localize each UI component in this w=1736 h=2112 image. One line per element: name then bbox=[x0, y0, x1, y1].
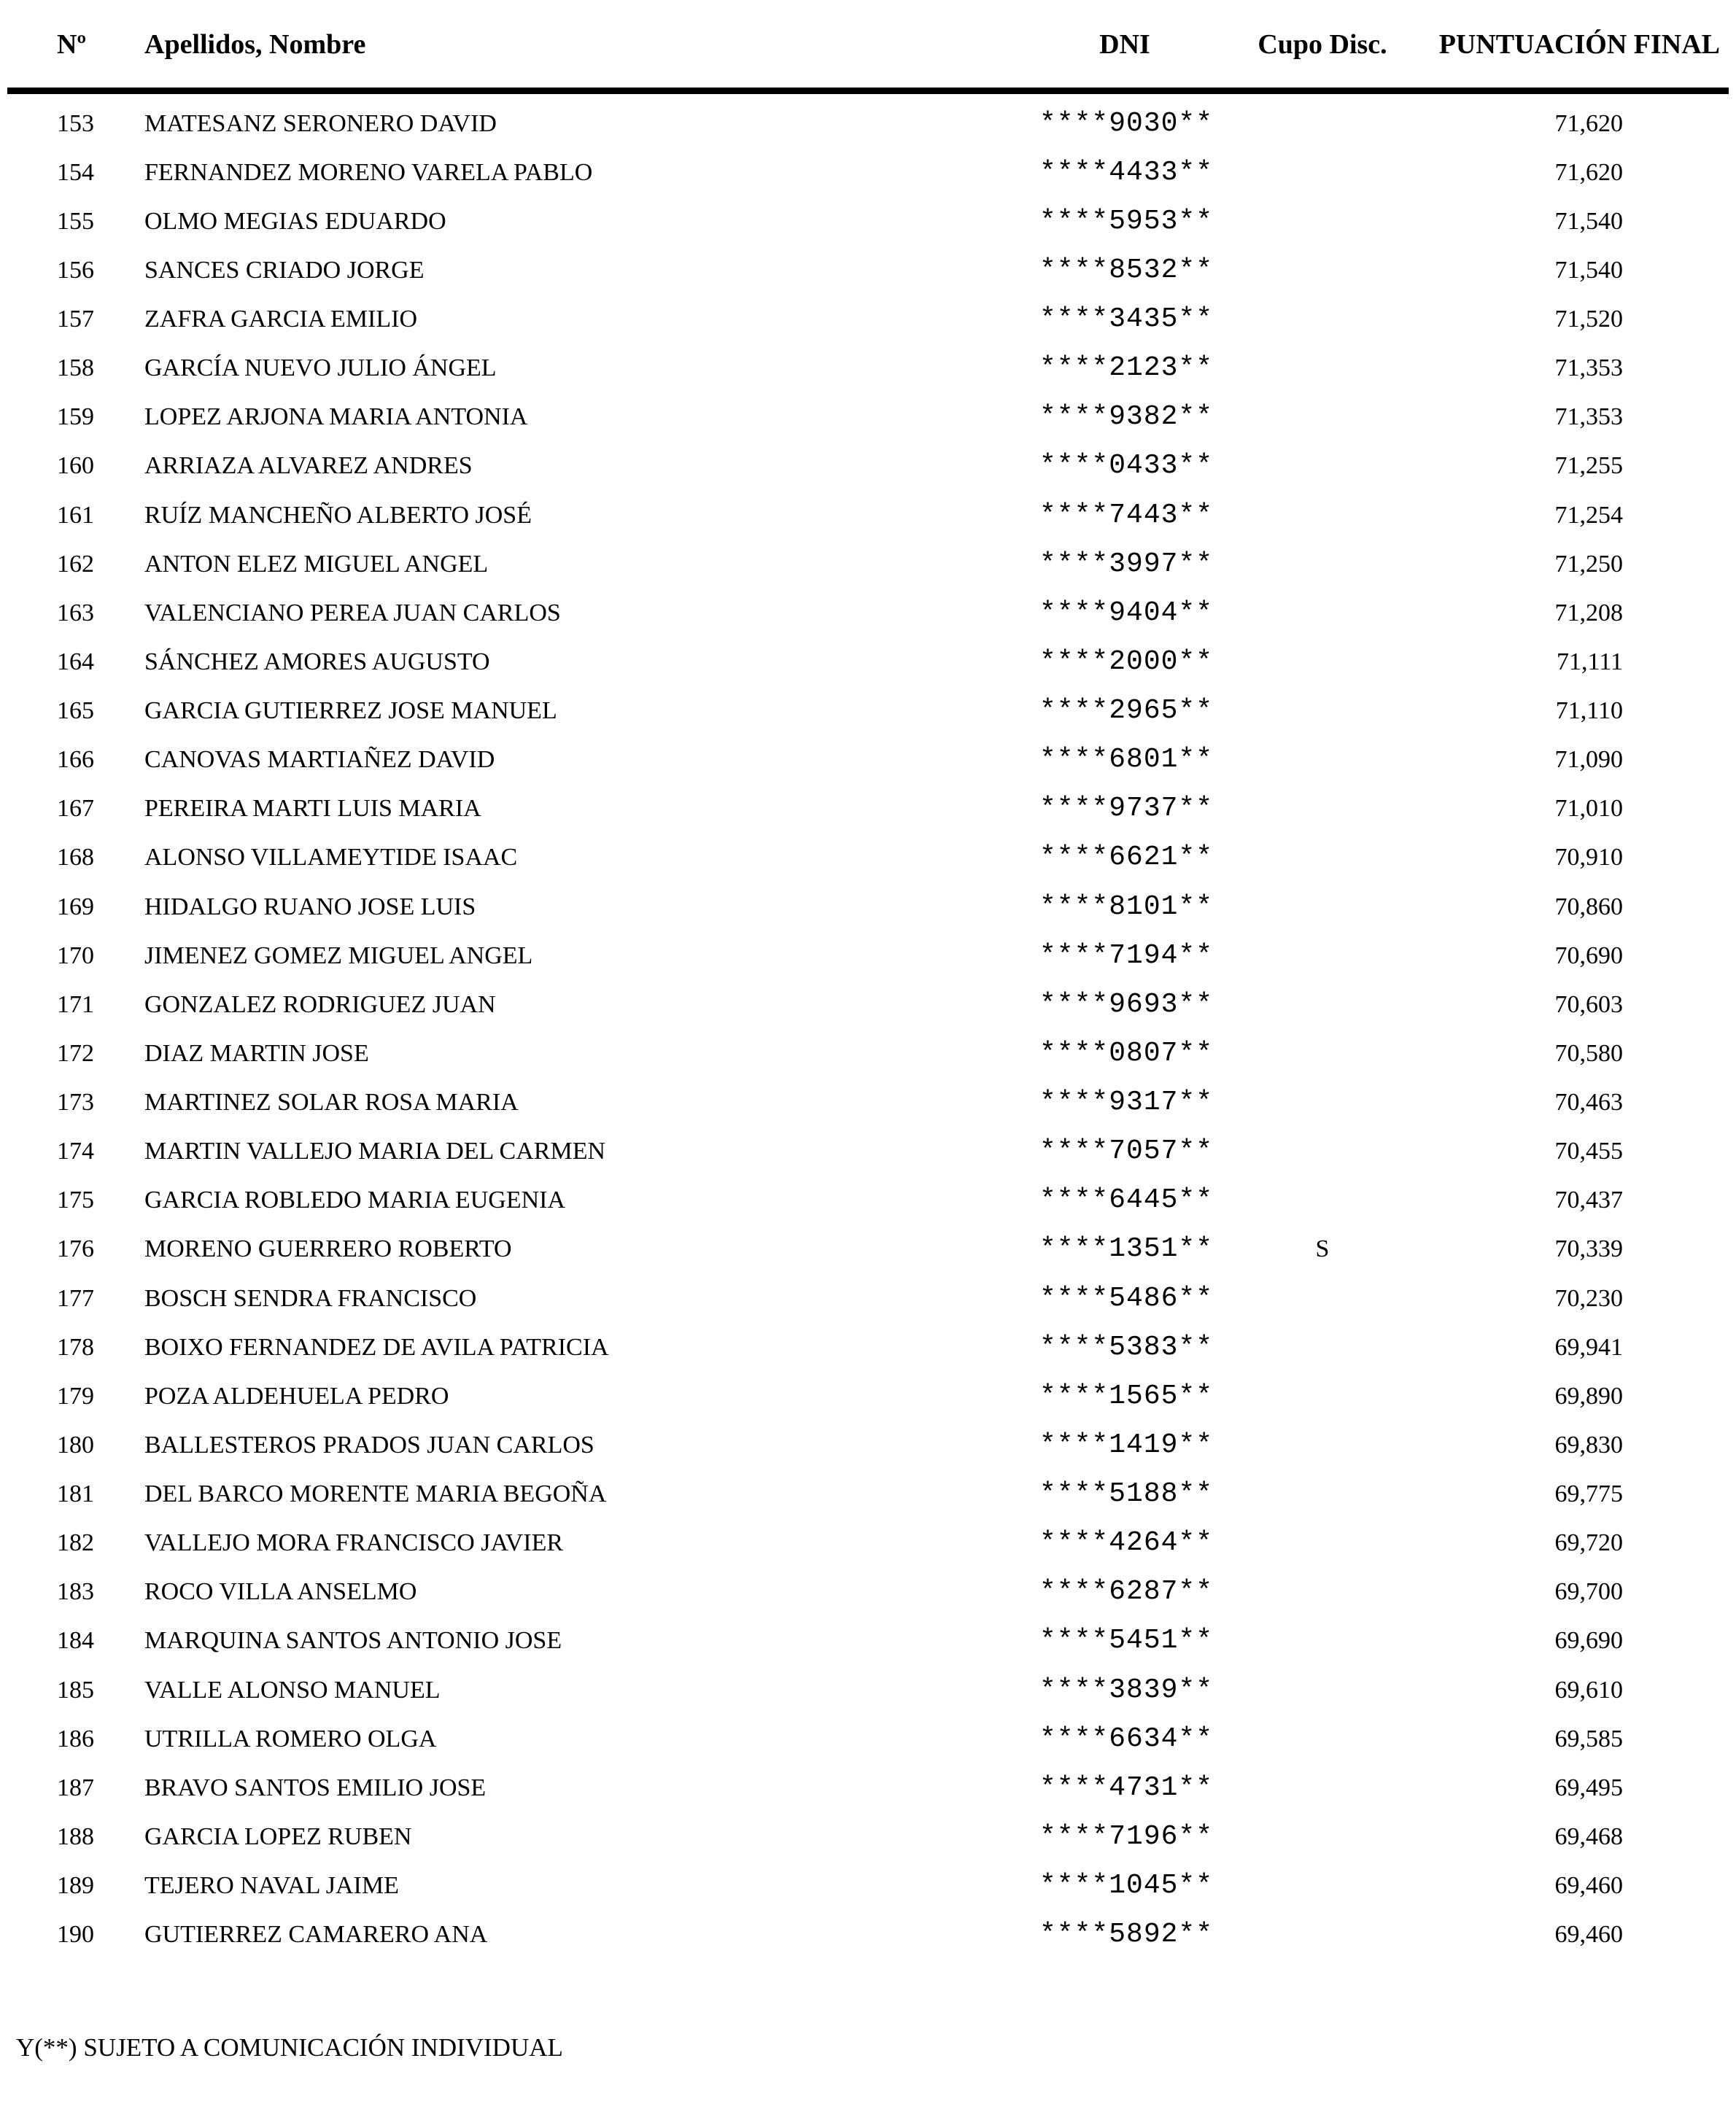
row-name: SANCES CRIADO JORGE bbox=[144, 256, 425, 284]
row-name: LOPEZ ARJONA MARIA ANTONIA bbox=[144, 403, 528, 431]
table-row bbox=[0, 1763, 1736, 1812]
table-row bbox=[0, 687, 1736, 736]
table-row bbox=[0, 1470, 1736, 1519]
row-name: OLMO MEGIAS EDUARDO bbox=[144, 207, 446, 235]
column-header-dni: DNI bbox=[1099, 29, 1150, 60]
row-score: 70,603 bbox=[1554, 990, 1623, 1018]
table-row bbox=[0, 1911, 1736, 1960]
row-score: 71,353 bbox=[1554, 354, 1623, 382]
row-dni: ****4433** bbox=[1039, 156, 1214, 188]
row-dni: ****2000** bbox=[1039, 645, 1214, 678]
row-number: 176 bbox=[57, 1235, 94, 1263]
row-number: 156 bbox=[57, 256, 94, 284]
table-row bbox=[0, 393, 1736, 442]
row-name: DEL BARCO MORENTE MARIA BEGOÑA bbox=[144, 1480, 607, 1508]
table-row bbox=[0, 99, 1736, 148]
table-row bbox=[0, 246, 1736, 295]
row-number: 160 bbox=[57, 452, 94, 480]
row-number: 184 bbox=[57, 1627, 94, 1655]
row-number: 161 bbox=[57, 501, 94, 529]
row-name: GONZALEZ RODRIGUEZ JUAN bbox=[144, 990, 496, 1018]
row-number: 164 bbox=[57, 648, 94, 675]
row-score: 70,437 bbox=[1554, 1187, 1623, 1214]
row-score: 70,455 bbox=[1554, 1138, 1623, 1165]
row-dni: ****5188** bbox=[1039, 1478, 1214, 1510]
table-row bbox=[0, 1372, 1736, 1421]
row-name: MARQUINA SANTOS ANTONIO JOSE bbox=[144, 1627, 562, 1655]
row-score: 71,208 bbox=[1554, 599, 1623, 626]
row-number: 180 bbox=[57, 1431, 94, 1459]
row-name: VALENCIANO PEREA JUAN CARLOS bbox=[144, 599, 561, 626]
row-number: 189 bbox=[57, 1872, 94, 1900]
row-score: 71,110 bbox=[1555, 697, 1623, 725]
row-dni: ****6287** bbox=[1039, 1576, 1214, 1608]
table-body bbox=[0, 99, 1736, 1960]
row-score: 69,690 bbox=[1554, 1627, 1623, 1655]
row-name: MATESANZ SERONERO DAVID bbox=[144, 109, 497, 137]
row-dni: ****9404** bbox=[1039, 597, 1214, 629]
row-name: ALONSO VILLAMEYTIDE ISAAC bbox=[144, 844, 518, 871]
row-score: 69,585 bbox=[1554, 1725, 1623, 1752]
table-row bbox=[0, 1812, 1736, 1861]
table-row bbox=[0, 1176, 1736, 1225]
row-score: 69,610 bbox=[1554, 1676, 1623, 1704]
row-dni: ****8532** bbox=[1039, 254, 1214, 286]
row-dni: ****3839** bbox=[1039, 1674, 1214, 1706]
row-number: 177 bbox=[57, 1284, 94, 1312]
table-row bbox=[0, 1421, 1736, 1470]
table-row bbox=[0, 637, 1736, 686]
column-header-number: Nº bbox=[57, 29, 86, 60]
table-row bbox=[0, 1274, 1736, 1323]
row-dni: ****1351** bbox=[1039, 1233, 1214, 1265]
row-number: 172 bbox=[57, 1039, 94, 1067]
table-row bbox=[0, 834, 1736, 882]
row-number: 165 bbox=[57, 697, 94, 725]
row-score: 70,463 bbox=[1554, 1089, 1623, 1117]
row-score: 70,230 bbox=[1554, 1284, 1623, 1312]
row-name: VALLEJO MORA FRANCISCO JAVIER bbox=[144, 1529, 564, 1557]
row-number: 178 bbox=[57, 1333, 94, 1361]
row-score: 69,830 bbox=[1554, 1431, 1623, 1459]
row-score: 70,860 bbox=[1554, 893, 1623, 920]
table-row bbox=[0, 1519, 1736, 1568]
row-score: 71,540 bbox=[1554, 207, 1623, 235]
row-score: 70,339 bbox=[1554, 1235, 1623, 1263]
row-number: 166 bbox=[57, 746, 94, 774]
column-header-name: Apellidos, Nombre bbox=[144, 29, 366, 60]
row-score: 71,520 bbox=[1554, 306, 1623, 333]
row-dni: ****1419** bbox=[1039, 1429, 1214, 1461]
row-dni: ****1565** bbox=[1039, 1380, 1214, 1412]
row-score: 71,090 bbox=[1554, 746, 1623, 774]
row-score: 69,468 bbox=[1554, 1822, 1623, 1850]
table-row bbox=[0, 1079, 1736, 1127]
row-name: MARTIN VALLEJO MARIA DEL CARMEN bbox=[144, 1138, 606, 1165]
row-number: 153 bbox=[57, 109, 94, 137]
table-row bbox=[0, 931, 1736, 980]
row-number: 170 bbox=[57, 942, 94, 969]
table-row bbox=[0, 1323, 1736, 1372]
row-name: GARCIA LOPEZ RUBEN bbox=[144, 1822, 412, 1850]
table-row bbox=[0, 980, 1736, 1029]
table-row bbox=[0, 442, 1736, 491]
row-number: 169 bbox=[57, 893, 94, 920]
table-row bbox=[0, 882, 1736, 931]
row-name: ANTON ELEZ MIGUEL ANGEL bbox=[144, 550, 489, 578]
row-dni: ****5486** bbox=[1039, 1282, 1214, 1314]
row-score: 70,580 bbox=[1554, 1039, 1623, 1067]
row-name: ZAFRA GARCIA EMILIO bbox=[144, 306, 418, 333]
row-name: VALLE ALONSO MANUEL bbox=[144, 1676, 441, 1704]
table-row bbox=[0, 1029, 1736, 1078]
row-name: DIAZ MARTIN JOSE bbox=[144, 1039, 369, 1067]
row-dni: ****9693** bbox=[1039, 988, 1214, 1020]
row-number: 182 bbox=[57, 1529, 94, 1557]
row-score: 69,460 bbox=[1554, 1872, 1623, 1900]
row-number: 168 bbox=[57, 844, 94, 871]
row-dni: ****4264** bbox=[1039, 1527, 1214, 1559]
row-number: 181 bbox=[57, 1480, 94, 1508]
row-number: 174 bbox=[57, 1138, 94, 1165]
row-dni: ****6621** bbox=[1039, 842, 1214, 874]
row-score: 69,700 bbox=[1554, 1578, 1623, 1606]
row-number: 157 bbox=[57, 306, 94, 333]
table-row bbox=[0, 1225, 1736, 1274]
row-name: SÁNCHEZ AMORES AUGUSTO bbox=[144, 648, 490, 675]
row-dni: ****6801** bbox=[1039, 744, 1214, 776]
row-score: 69,460 bbox=[1554, 1921, 1623, 1949]
row-name: BOSCH SENDRA FRANCISCO bbox=[144, 1284, 477, 1312]
table-row bbox=[0, 148, 1736, 197]
table-row bbox=[0, 344, 1736, 393]
row-dni: ****6445** bbox=[1039, 1184, 1214, 1216]
row-name: MARTINEZ SOLAR ROSA MARIA bbox=[144, 1089, 519, 1117]
row-dni: ****8101** bbox=[1039, 890, 1214, 923]
table-row bbox=[0, 1127, 1736, 1176]
row-dni: ****9382** bbox=[1039, 401, 1214, 433]
row-number: 190 bbox=[57, 1921, 94, 1949]
row-dni: ****5953** bbox=[1039, 205, 1214, 237]
row-dni: ****2965** bbox=[1039, 695, 1214, 727]
row-number: 154 bbox=[57, 158, 94, 186]
row-name: UTRILLA ROMERO OLGA bbox=[144, 1725, 437, 1752]
row-score: 69,890 bbox=[1554, 1382, 1623, 1410]
row-dni: ****5451** bbox=[1039, 1625, 1214, 1657]
row-dni: ****2123** bbox=[1039, 352, 1214, 384]
row-number: 187 bbox=[57, 1774, 94, 1801]
row-score: 71,620 bbox=[1554, 158, 1623, 186]
row-dni: ****5383** bbox=[1039, 1331, 1214, 1363]
row-dni: ****7196** bbox=[1039, 1820, 1214, 1852]
table-row bbox=[0, 1715, 1736, 1763]
table-row bbox=[0, 589, 1736, 637]
row-dni: ****9317** bbox=[1039, 1087, 1214, 1119]
row-number: 155 bbox=[57, 207, 94, 235]
row-name: FERNANDEZ MORENO VARELA PABLO bbox=[144, 158, 593, 186]
header-divider bbox=[7, 88, 1729, 94]
table-row bbox=[0, 295, 1736, 344]
row-number: 186 bbox=[57, 1725, 94, 1752]
row-name: PEREIRA MARTI LUIS MARIA bbox=[144, 795, 481, 823]
row-dni: ****3435** bbox=[1039, 303, 1214, 335]
column-header-final-score: PUNTUACIÓN FINAL bbox=[1438, 29, 1720, 60]
row-name: GARCIA GUTIERREZ JOSE MANUEL bbox=[144, 697, 557, 725]
row-name: BRAVO SANTOS EMILIO JOSE bbox=[144, 1774, 487, 1801]
row-score: 71,250 bbox=[1554, 550, 1623, 578]
table-row bbox=[0, 1666, 1736, 1715]
row-name: GUTIERREZ CAMARERO ANA bbox=[144, 1921, 488, 1949]
row-name: BOIXO FERNANDEZ DE AVILA PATRICIA bbox=[144, 1333, 609, 1361]
row-number: 158 bbox=[57, 354, 94, 382]
footnote: Y(**) SUJETO A COMUNICACIÓN INDIVIDUAL bbox=[16, 2033, 563, 2062]
row-name: TEJERO NAVAL JAIME bbox=[144, 1872, 399, 1900]
row-dni: ****6634** bbox=[1039, 1723, 1214, 1755]
table-row bbox=[0, 785, 1736, 834]
row-dni: ****7194** bbox=[1039, 939, 1214, 971]
row-dni: ****5892** bbox=[1039, 1919, 1214, 1951]
row-name: CANOVAS MARTIAÑEZ DAVID bbox=[144, 746, 495, 774]
row-dni: ****7443** bbox=[1039, 499, 1214, 531]
table-row bbox=[0, 540, 1736, 589]
row-score: 70,910 bbox=[1554, 844, 1623, 871]
row-name: JIMENEZ GOMEZ MIGUEL ANGEL bbox=[144, 942, 533, 969]
row-number: 179 bbox=[57, 1382, 94, 1410]
row-dni: ****9030** bbox=[1039, 107, 1214, 139]
row-number: 173 bbox=[57, 1089, 94, 1117]
row-dni: ****1045** bbox=[1039, 1870, 1214, 1902]
row-dni: ****9737** bbox=[1039, 793, 1214, 825]
table-row bbox=[0, 1617, 1736, 1666]
row-dni: ****3997** bbox=[1039, 548, 1214, 580]
table-row bbox=[0, 1568, 1736, 1617]
row-name: GARCÍA NUEVO JULIO ÁNGEL bbox=[144, 354, 497, 382]
row-number: 162 bbox=[57, 550, 94, 578]
row-score: 71,620 bbox=[1554, 109, 1623, 137]
row-number: 185 bbox=[57, 1676, 94, 1704]
row-dni: ****0433** bbox=[1039, 450, 1214, 482]
row-name: ARRIAZA ALVAREZ ANDRES bbox=[144, 452, 473, 480]
row-score: 69,775 bbox=[1554, 1480, 1623, 1508]
row-name: MORENO GUERRERO ROBERTO bbox=[144, 1235, 512, 1263]
row-score: 71,010 bbox=[1554, 795, 1623, 823]
table-row bbox=[0, 491, 1736, 540]
row-number: 163 bbox=[57, 599, 94, 626]
row-name: POZA ALDEHUELA PEDRO bbox=[144, 1382, 449, 1410]
row-score: 70,690 bbox=[1554, 942, 1623, 969]
row-number: 159 bbox=[57, 403, 94, 431]
row-dni: ****4731** bbox=[1039, 1771, 1214, 1804]
row-name: HIDALGO RUANO JOSE LUIS bbox=[144, 893, 476, 920]
row-cupo-disc: S bbox=[1315, 1235, 1330, 1263]
row-score: 71,254 bbox=[1554, 501, 1623, 529]
row-dni: ****0807** bbox=[1039, 1037, 1214, 1069]
row-name: RUÍZ MANCHEÑO ALBERTO JOSÉ bbox=[144, 501, 532, 529]
row-number: 175 bbox=[57, 1187, 94, 1214]
row-number: 171 bbox=[57, 990, 94, 1018]
table-row bbox=[0, 197, 1736, 246]
row-name: BALLESTEROS PRADOS JUAN CARLOS bbox=[144, 1431, 594, 1459]
row-score: 69,941 bbox=[1554, 1333, 1623, 1361]
table-row bbox=[0, 1862, 1736, 1911]
row-name: GARCIA ROBLEDO MARIA EUGENIA bbox=[144, 1187, 566, 1214]
column-header-cupo-disc: Cupo Disc. bbox=[1258, 29, 1387, 60]
row-score: 71,353 bbox=[1554, 403, 1623, 431]
row-score: 71,255 bbox=[1554, 452, 1623, 480]
row-score: 71,111 bbox=[1557, 648, 1623, 675]
row-dni: ****7057** bbox=[1039, 1135, 1214, 1168]
row-score: 69,720 bbox=[1554, 1529, 1623, 1557]
row-name: ROCO VILLA ANSELMO bbox=[144, 1578, 417, 1606]
row-score: 69,495 bbox=[1554, 1774, 1623, 1801]
table-row bbox=[0, 736, 1736, 785]
row-number: 167 bbox=[57, 795, 94, 823]
row-score: 71,540 bbox=[1554, 256, 1623, 284]
row-number: 188 bbox=[57, 1822, 94, 1850]
row-number: 183 bbox=[57, 1578, 94, 1606]
